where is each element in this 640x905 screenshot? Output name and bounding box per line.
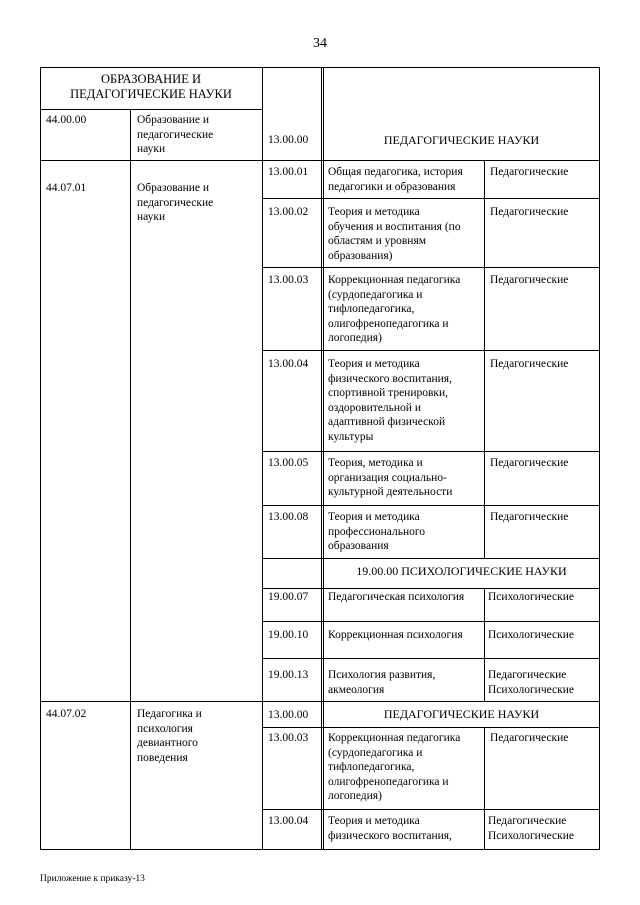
- column-divider: [323, 67, 324, 849]
- table-border-bottom: [40, 849, 600, 850]
- science-code: 13.00.02: [268, 206, 309, 218]
- science-name: Педагогическая психология: [328, 591, 465, 603]
- science-code: 13.00.03: [268, 274, 309, 286]
- row-divider: [262, 160, 600, 161]
- row-divider: [262, 621, 600, 622]
- specialty-code: 44.00.00: [46, 114, 87, 126]
- science-name: Теория и методика профессионального образования: [328, 511, 426, 552]
- table-border-top: [40, 67, 600, 68]
- row-divider: [262, 451, 600, 452]
- science-field: Педагогические: [490, 206, 569, 218]
- science-code: 13.00.08: [268, 511, 309, 523]
- science-name: Психология развития, акмеология: [328, 669, 436, 696]
- table-border-left: [40, 67, 41, 849]
- science-code: 13.00.05: [268, 457, 309, 469]
- row-divider: [262, 198, 600, 199]
- science-heading: 19.00.00 ПСИХОЛОГИЧЕСКИЕ НАУКИ: [356, 564, 567, 578]
- science-field: Педагогические: [490, 732, 569, 744]
- row-divider: [40, 701, 262, 702]
- group-heading: ОБРАЗОВАНИЕ И ПЕДАГОГИЧЕСКИЕ НАУКИ: [70, 72, 232, 101]
- specialty-code: 44.07.01: [46, 182, 87, 194]
- page-number: 34: [313, 36, 327, 51]
- science-code: 13.00.04: [268, 815, 309, 827]
- science-field: Педагогические: [490, 274, 569, 286]
- row-divider: [262, 267, 600, 268]
- row-divider: [262, 658, 600, 659]
- row-divider: [262, 588, 600, 589]
- column-divider: [262, 67, 263, 849]
- science-field: Педагогические: [490, 166, 569, 178]
- science-heading: ПЕДАГОГИЧЕСКИЕ НАУКИ: [383, 707, 540, 721]
- science-field: Педагогические: [490, 358, 569, 370]
- row-divider: [262, 727, 600, 728]
- science-name: Теория и методика физического воспитания, спортивной тренировки, оздоровительной и адаптивной физической культуры: [328, 358, 452, 443]
- row-divider: [262, 701, 600, 702]
- science-code: 19.00.07: [268, 591, 309, 603]
- specialty-name: Педагогика и психология девиантного поведения: [137, 708, 202, 764]
- science-code: 13.00.03: [268, 732, 309, 744]
- row-divider: [262, 350, 600, 351]
- science-field: Психологические: [488, 629, 574, 641]
- table-border-right: [599, 67, 600, 849]
- science-heading: ПЕДАГОГИЧЕСКИЕ НАУКИ: [383, 133, 540, 147]
- science-name: Теория и методика обучения и воспитания (по областям и уровням образования): [328, 206, 461, 262]
- science-field: Психологические: [488, 591, 574, 603]
- science-name: Теория, методика и организация социально- культурной деятельности: [328, 457, 453, 498]
- row-divider: [262, 809, 600, 810]
- column-divider: [484, 588, 485, 701]
- science-code: 19.00.10: [268, 629, 309, 641]
- science-code: 13.00.04: [268, 358, 309, 370]
- column-divider: [484, 160, 485, 558]
- science-name: Коррекционная психология: [328, 629, 463, 641]
- science-name: Коррекционная педагогика (сурдопедагогика и тифлопедагогика, олигофренопедагогика и логопедия): [328, 274, 461, 344]
- science-field: Педагогические: [490, 457, 569, 469]
- science-name: Коррекционная педагогика (сурдопедагогика и тифлопедагогика, олигофренопедагогика и логопедия): [328, 732, 461, 802]
- column-divider: [130, 109, 131, 849]
- row-divider: [40, 109, 262, 110]
- column-divider: [484, 727, 485, 849]
- science-name: Теория и методика физического воспитания,: [328, 815, 452, 842]
- row-divider: [40, 160, 262, 161]
- science-field: Педагогические Психологические: [488, 669, 574, 696]
- specialty-code: 44.07.02: [46, 708, 87, 720]
- science-code: 13.00.00: [268, 709, 309, 721]
- row-divider: [262, 505, 600, 506]
- science-code: 13.00.00: [268, 134, 309, 146]
- specialty-name: Образование и педагогические науки: [137, 114, 214, 155]
- row-divider: [262, 558, 600, 559]
- science-field: Педагогические Психологические: [488, 815, 574, 842]
- science-code: 19.00.13: [268, 669, 309, 681]
- science-name: Общая педагогика, история педагогики и образования: [328, 166, 463, 193]
- column-divider: [321, 67, 322, 849]
- science-field: Педагогические: [490, 511, 569, 523]
- specialty-name: Образование и педагогические науки: [137, 182, 214, 223]
- footer-note: Приложение к приказу-13: [40, 874, 145, 884]
- science-code: 13.00.01: [268, 166, 309, 178]
